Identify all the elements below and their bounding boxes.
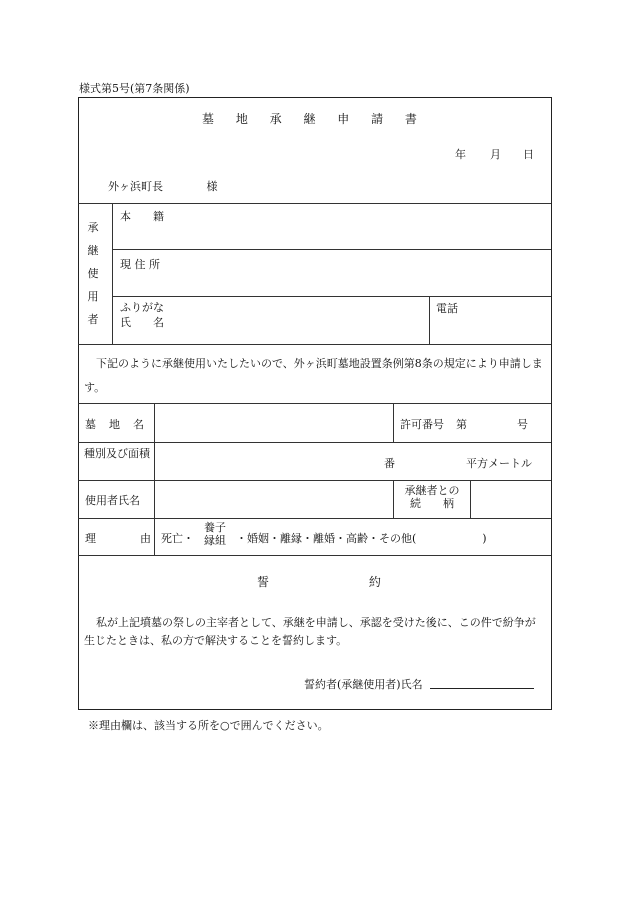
year-label: 年 <box>455 148 466 161</box>
form-number: 様式第5号(第7条関係) <box>79 82 190 95</box>
ban-label: 番 <box>384 457 395 470</box>
reason-death: 死亡・ <box>161 532 194 545</box>
rule <box>78 344 551 345</box>
addressee-name: 外ヶ浜町長 <box>108 180 163 193</box>
rule <box>78 403 551 404</box>
name-label: 氏 名 <box>120 316 164 329</box>
rule <box>393 403 394 442</box>
footnote: ※理由欄は、該当する所を○で囲んでください。 <box>88 719 329 732</box>
reason-label-1: 理 <box>85 532 96 545</box>
address-label: 現 住 所 <box>120 258 160 271</box>
permit-label: 許可番号 <box>400 418 444 431</box>
addressee-honorific: 様 <box>206 180 218 193</box>
day-label: 日 <box>523 148 534 161</box>
phone-label: 電話 <box>436 302 458 315</box>
request-text: 下記のように承継使用いたしたいので、外ヶ浜町墓地設置条例第8条の規定により申請します。 <box>84 357 543 394</box>
rule <box>393 480 394 518</box>
sqm-label: 平方メートル <box>466 457 532 470</box>
reason-options: ・婚姻・離縁・離婚・高齢・その他( ) <box>236 532 487 545</box>
reason-label-2: 由 <box>140 532 151 545</box>
addressee <box>108 178 218 194</box>
signature-line <box>430 688 534 689</box>
form-title: 墓 地 承 継 申 請 書 <box>202 112 426 126</box>
rule <box>470 480 471 518</box>
furigana-label: ふりがな <box>120 301 164 314</box>
type-area-label: 種別及び面積 <box>84 447 150 460</box>
rule <box>78 203 551 204</box>
rule <box>429 296 430 344</box>
honseki-label: 本 籍 <box>120 210 164 223</box>
reason-adoption: 養子 縁組 <box>204 521 226 547</box>
rule <box>112 203 113 344</box>
cemetery-label: 墓 地 名 <box>85 418 145 431</box>
rule <box>78 480 551 481</box>
rule <box>78 518 551 519</box>
signer-label: 誓約者(承継使用者)氏名 <box>304 678 423 691</box>
pledge-heading: 誓 約 <box>257 575 381 589</box>
month-label: 月 <box>490 148 501 161</box>
permit-go: 号 <box>517 418 528 431</box>
pledge-text: 私が上記墳墓の祭しの主宰者として、承継を申請し、承認を受けた後に、この件で紛争が生じたときは、私の方で解決することを誓約します。 <box>84 616 536 647</box>
relation-label: 承継者との 続 柄 <box>404 484 460 510</box>
rule <box>154 403 155 555</box>
applicant-vertical-label: 承 継 使 用 者 <box>87 221 99 326</box>
rule <box>78 555 551 556</box>
rule <box>78 442 551 443</box>
user-name-label: 使用者氏名 <box>85 494 140 507</box>
rule <box>112 296 551 297</box>
permit-dai: 第 <box>456 418 467 431</box>
rule <box>112 249 551 250</box>
